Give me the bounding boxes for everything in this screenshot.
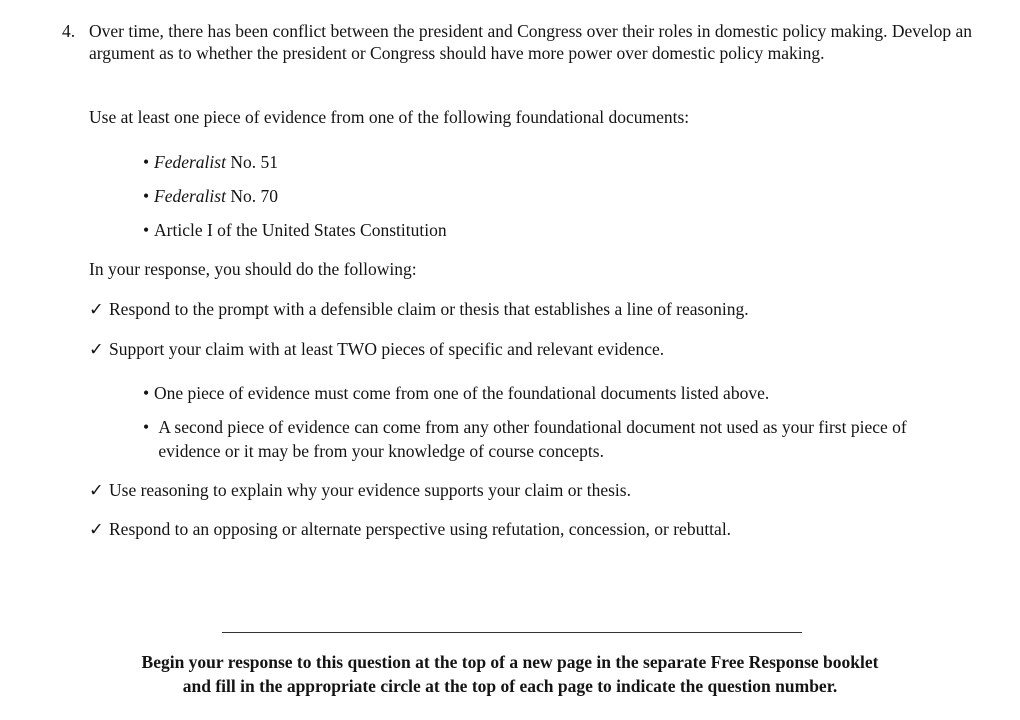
checkmark-icon: ✓ [89, 299, 104, 319]
response-instructions: In your response, you should do the following: [89, 259, 417, 279]
evidence-instructions: Use at least one piece of evidence from one of the following foundational documents: [89, 107, 690, 127]
document-item [143, 151, 278, 173]
bullet-icon: • [143, 417, 150, 437]
document-label: No. 70 [225, 186, 278, 206]
checklist-item [89, 298, 749, 320]
question-number: 4. [62, 21, 76, 41]
evidence-rule-item [143, 415, 943, 465]
bullet-icon: • [143, 186, 150, 206]
bullet-icon: • [143, 220, 150, 240]
document-label: No. 51 [225, 152, 278, 172]
evidence-rule-text: One piece of evidence must come from one of the foundational documents listed above. [154, 383, 770, 403]
document-label: Article I of the United States Constitution [154, 220, 447, 240]
document-item [143, 219, 447, 241]
evidence-rule-text: A second piece of evidence can come from any other foundational document not used as your first piece of evidence or it may be from your knowledge of course concepts. [158, 417, 907, 461]
checkmark-icon: ✓ [89, 519, 104, 539]
footer-instructions [60, 650, 960, 698]
bullet-icon: • [143, 152, 150, 172]
checkmark-icon: ✓ [89, 339, 104, 359]
footer-line: and fill in the appropriate circle at the top of each page to indicate the question number. [182, 676, 838, 696]
separator-line [222, 632, 802, 633]
document-italic: Federalist [154, 186, 226, 206]
document-item [143, 185, 278, 207]
checklist-text: Support your claim with at least TWO pieces of specific and relevant evidence. [109, 339, 665, 359]
checkmark-icon: ✓ [89, 480, 104, 500]
bullet-icon: • [143, 383, 150, 403]
evidence-rule-item [143, 381, 983, 405]
checklist-item [89, 479, 631, 501]
checklist-text: Respond to an opposing or alternate perspective using refutation, concession, or rebuttal. [109, 519, 732, 539]
checklist-item [89, 338, 664, 360]
checklist-text: Respond to the prompt with a defensible claim or thesis that establishes a line of reasoning. [109, 299, 749, 319]
question-prompt: Over time, there has been conflict between the president and Congress over their roles in domestic policy making. Develop an argument as to whether the president or Congress should have more power over domestic policy making. [89, 21, 972, 63]
footer-line: Begin your response to this question at the top of a new page in the separate Free Response booklet [141, 652, 879, 672]
checklist-item [89, 518, 731, 540]
document-italic: Federalist [154, 152, 226, 172]
checklist-text: Use reasoning to explain why your evidence supports your claim or thesis. [109, 480, 631, 500]
